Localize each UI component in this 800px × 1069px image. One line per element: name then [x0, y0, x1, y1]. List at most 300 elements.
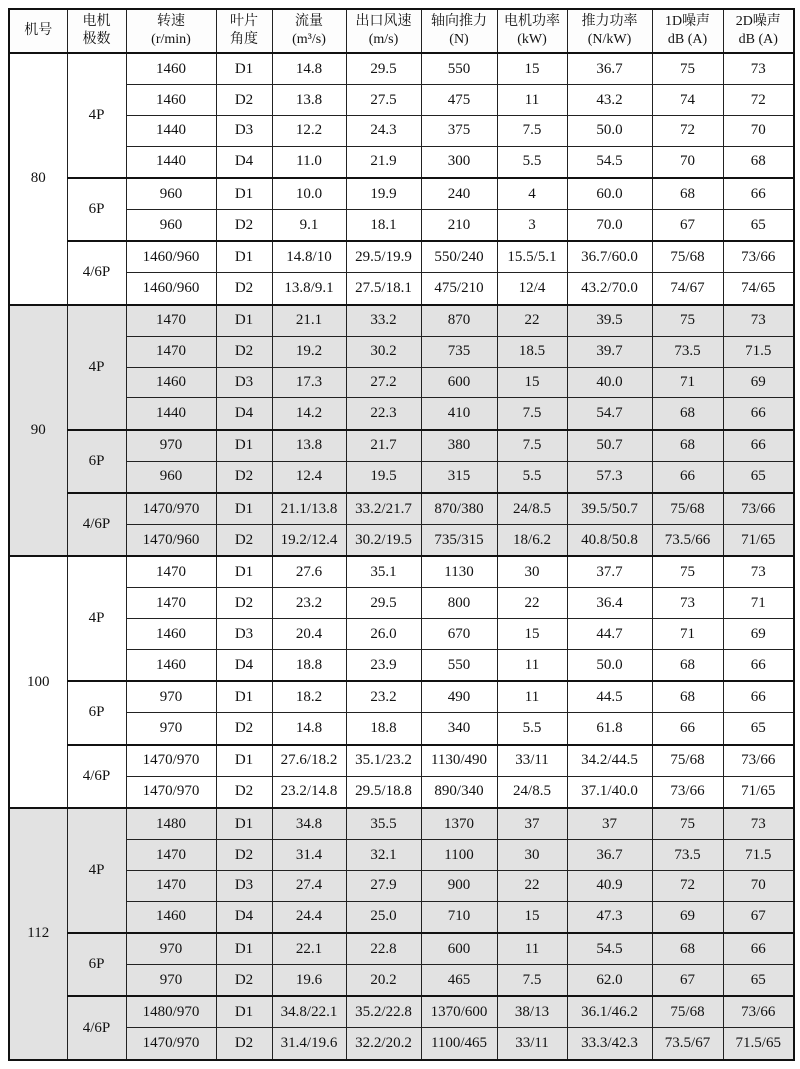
cell-flow-rate: 14.8/10	[272, 241, 346, 273]
table-row	[9, 933, 794, 965]
cell-axial-thrust: 340	[421, 713, 497, 745]
cell-noise-2d: 72	[723, 85, 794, 116]
cell-noise-1d: 71	[652, 619, 723, 650]
cell-thrust-power: 47.3	[567, 901, 652, 933]
cell-axial-thrust: 870/380	[421, 493, 497, 525]
cell-motor-power: 11	[497, 650, 567, 682]
header-text: (kW)	[517, 32, 547, 47]
cell-outlet-velocity: 35.2/22.8	[346, 996, 421, 1028]
cell-noise-2d: 71.5	[723, 840, 794, 871]
table-row	[9, 178, 794, 210]
cell-axial-thrust: 1130/490	[421, 745, 497, 777]
cell-axial-thrust: 870	[421, 305, 497, 337]
cell-motor-power: 22	[497, 588, 567, 619]
table-row	[9, 870, 794, 901]
cell-speed-rpm: 1470/970	[126, 1028, 216, 1060]
cell-blade-angle: D1	[216, 493, 272, 525]
header-text: (N)	[449, 32, 469, 47]
cell-axial-thrust: 900	[421, 870, 497, 901]
cell-outlet-velocity: 25.0	[346, 901, 421, 933]
cell-thrust-power: 36.1/46.2	[567, 996, 652, 1028]
cell-axial-thrust: 410	[421, 398, 497, 430]
cell-axial-thrust: 735/315	[421, 525, 497, 557]
cell-motor-power: 5.5	[497, 146, 567, 178]
cell-noise-2d: 66	[723, 178, 794, 210]
table-row	[9, 588, 794, 619]
cell-noise-2d: 71.5	[723, 336, 794, 367]
cell-motor-power: 38/13	[497, 996, 567, 1028]
cell-thrust-power: 40.8/50.8	[567, 525, 652, 557]
cell-noise-2d: 69	[723, 367, 794, 398]
cell-axial-thrust: 315	[421, 461, 497, 493]
cell-noise-1d: 73	[652, 588, 723, 619]
cell-noise-2d: 65	[723, 210, 794, 242]
cell-blade-angle: D1	[216, 430, 272, 462]
cell-thrust-power: 37.1/40.0	[567, 776, 652, 808]
cell-thrust-power: 39.7	[567, 336, 652, 367]
cell-thrust-power: 40.9	[567, 870, 652, 901]
cell-blade-angle: D4	[216, 901, 272, 933]
cell-noise-2d: 71.5/65	[723, 1028, 794, 1060]
cell-thrust-power: 44.7	[567, 619, 652, 650]
cell-flow-rate: 27.4	[272, 870, 346, 901]
cell-axial-thrust: 1100/465	[421, 1028, 497, 1060]
cell-outlet-velocity: 33.2	[346, 305, 421, 337]
cell-axial-thrust: 600	[421, 933, 497, 965]
cell-noise-1d: 69	[652, 901, 723, 933]
cell-speed-rpm: 1440	[126, 398, 216, 430]
poles-cell: 4/6P	[67, 745, 126, 808]
cell-noise-1d: 73.5/66	[652, 525, 723, 557]
table-row	[9, 713, 794, 745]
cell-blade-angle: D1	[216, 53, 272, 85]
cell-blade-angle: D2	[216, 1028, 272, 1060]
header-text: 转速	[157, 13, 185, 29]
cell-noise-1d: 68	[652, 650, 723, 682]
cell-motor-power: 11	[497, 933, 567, 965]
cell-noise-2d: 66	[723, 430, 794, 462]
cell-blade-angle: D4	[216, 398, 272, 430]
cell-outlet-velocity: 29.5	[346, 588, 421, 619]
cell-thrust-power: 34.2/44.5	[567, 745, 652, 777]
machine-no-cell: 90	[9, 305, 67, 557]
cell-blade-angle: D1	[216, 178, 272, 210]
cell-outlet-velocity: 29.5	[346, 53, 421, 85]
cell-noise-2d: 70	[723, 115, 794, 146]
poles-cell: 6P	[67, 430, 126, 493]
cell-thrust-power: 54.7	[567, 398, 652, 430]
cell-speed-rpm: 970	[126, 933, 216, 965]
cell-blade-angle: D3	[216, 870, 272, 901]
cell-blade-angle: D2	[216, 525, 272, 557]
cell-thrust-power: 62.0	[567, 965, 652, 997]
cell-motor-power: 3	[497, 210, 567, 242]
cell-flow-rate: 31.4/19.6	[272, 1028, 346, 1060]
cell-noise-2d: 73/66	[723, 745, 794, 777]
cell-flow-rate: 13.8	[272, 430, 346, 462]
cell-flow-rate: 11.0	[272, 146, 346, 178]
cell-axial-thrust: 375	[421, 115, 497, 146]
poles-cell: 4/6P	[67, 493, 126, 556]
cell-speed-rpm: 970	[126, 713, 216, 745]
table-row	[9, 210, 794, 242]
cell-motor-power: 37	[497, 808, 567, 840]
cell-noise-2d: 71/65	[723, 776, 794, 808]
cell-noise-1d: 75	[652, 53, 723, 85]
cell-outlet-velocity: 27.2	[346, 367, 421, 398]
cell-thrust-power: 54.5	[567, 146, 652, 178]
header-text: dB (A)	[738, 32, 778, 47]
poles-cell: 4P	[67, 808, 126, 933]
header-text: (m/s)	[368, 32, 399, 47]
table-row	[9, 53, 794, 85]
table-body	[9, 53, 794, 1060]
cell-axial-thrust: 300	[421, 146, 497, 178]
cell-flow-rate: 17.3	[272, 367, 346, 398]
poles-cell: 4P	[67, 305, 126, 430]
cell-speed-rpm: 1460/960	[126, 273, 216, 305]
cell-noise-2d: 70	[723, 870, 794, 901]
cell-speed-rpm: 1470	[126, 840, 216, 871]
cell-noise-1d: 72	[652, 870, 723, 901]
cell-axial-thrust: 710	[421, 901, 497, 933]
cell-outlet-velocity: 19.9	[346, 178, 421, 210]
header-cell-motor-power	[497, 9, 567, 53]
cell-noise-1d: 68	[652, 681, 723, 713]
table-row	[9, 461, 794, 493]
table-row	[9, 840, 794, 871]
cell-blade-angle: D1	[216, 556, 272, 588]
cell-thrust-power: 61.8	[567, 713, 652, 745]
cell-noise-2d: 73/66	[723, 241, 794, 273]
poles-cell: 4P	[67, 53, 126, 178]
cell-flow-rate: 10.0	[272, 178, 346, 210]
cell-flow-rate: 14.8	[272, 53, 346, 85]
cell-noise-1d: 75	[652, 808, 723, 840]
table-row	[9, 681, 794, 713]
cell-thrust-power: 54.5	[567, 933, 652, 965]
cell-blade-angle: D2	[216, 85, 272, 116]
cell-axial-thrust: 1100	[421, 840, 497, 871]
cell-outlet-velocity: 23.2	[346, 681, 421, 713]
cell-noise-1d: 75/68	[652, 493, 723, 525]
cell-flow-rate: 21.1	[272, 305, 346, 337]
cell-outlet-velocity: 18.1	[346, 210, 421, 242]
cell-axial-thrust: 890/340	[421, 776, 497, 808]
header-text: 极数	[82, 32, 111, 47]
cell-noise-2d: 66	[723, 398, 794, 430]
cell-thrust-power: 50.0	[567, 650, 652, 682]
cell-noise-1d: 66	[652, 713, 723, 745]
cell-outlet-velocity: 35.1/23.2	[346, 745, 421, 777]
cell-flow-rate: 24.4	[272, 901, 346, 933]
cell-motor-power: 33/11	[497, 1028, 567, 1060]
cell-flow-rate: 14.2	[272, 398, 346, 430]
cell-noise-2d: 73/66	[723, 493, 794, 525]
cell-noise-2d: 71	[723, 588, 794, 619]
cell-noise-2d: 73	[723, 53, 794, 85]
cell-thrust-power: 60.0	[567, 178, 652, 210]
cell-outlet-velocity: 22.3	[346, 398, 421, 430]
cell-outlet-velocity: 22.8	[346, 933, 421, 965]
table-header	[9, 9, 794, 53]
cell-blade-angle: D1	[216, 745, 272, 777]
cell-outlet-velocity: 32.2/20.2	[346, 1028, 421, 1060]
cell-flow-rate: 18.2	[272, 681, 346, 713]
cell-thrust-power: 43.2	[567, 85, 652, 116]
header-text: 叶片	[230, 13, 258, 29]
cell-noise-1d: 70	[652, 146, 723, 178]
cell-thrust-power: 36.7/60.0	[567, 241, 652, 273]
machine-no-cell: 100	[9, 556, 67, 808]
cell-outlet-velocity: 27.5/18.1	[346, 273, 421, 305]
header-cell-motor-poles	[67, 9, 126, 53]
cell-motor-power: 5.5	[497, 713, 567, 745]
cell-outlet-velocity: 27.9	[346, 870, 421, 901]
table-row	[9, 525, 794, 557]
cell-thrust-power: 39.5/50.7	[567, 493, 652, 525]
cell-blade-angle: D1	[216, 996, 272, 1028]
cell-noise-2d: 67	[723, 901, 794, 933]
header-cell-blade-angle	[216, 9, 272, 53]
cell-flow-rate: 31.4	[272, 840, 346, 871]
cell-thrust-power: 43.2/70.0	[567, 273, 652, 305]
cell-blade-angle: D2	[216, 461, 272, 493]
cell-blade-angle: D2	[216, 776, 272, 808]
cell-speed-rpm: 1440	[126, 115, 216, 146]
cell-flow-rate: 23.2	[272, 588, 346, 619]
header-cell-noise-1d	[652, 9, 723, 53]
header-text: (r/min)	[151, 32, 191, 47]
header-text: dB (A)	[667, 32, 708, 47]
cell-noise-2d: 73	[723, 556, 794, 588]
header-text: 流量	[295, 13, 323, 29]
table-row	[9, 808, 794, 840]
cell-outlet-velocity: 30.2/19.5	[346, 525, 421, 557]
cell-motor-power: 18/6.2	[497, 525, 567, 557]
cell-flow-rate: 19.2/12.4	[272, 525, 346, 557]
cell-flow-rate: 19.2	[272, 336, 346, 367]
cell-thrust-power: 50.0	[567, 115, 652, 146]
cell-thrust-power: 40.0	[567, 367, 652, 398]
header-cell-flow-rate	[272, 9, 346, 53]
fan-spec-table	[8, 8, 795, 1061]
cell-noise-1d: 75/68	[652, 745, 723, 777]
cell-motor-power: 5.5	[497, 461, 567, 493]
cell-outlet-velocity: 21.9	[346, 146, 421, 178]
cell-blade-angle: D1	[216, 241, 272, 273]
cell-speed-rpm: 1470/960	[126, 525, 216, 557]
cell-flow-rate: 21.1/13.8	[272, 493, 346, 525]
cell-motor-power: 7.5	[497, 965, 567, 997]
cell-outlet-velocity: 19.5	[346, 461, 421, 493]
header-cell-speed-rpm	[126, 9, 216, 53]
cell-motor-power: 11	[497, 85, 567, 116]
cell-noise-2d: 66	[723, 681, 794, 713]
header-text: 出口风速	[355, 13, 412, 29]
cell-outlet-velocity: 26.0	[346, 619, 421, 650]
cell-blade-angle: D1	[216, 933, 272, 965]
cell-outlet-velocity: 33.2/21.7	[346, 493, 421, 525]
cell-speed-rpm: 1460	[126, 85, 216, 116]
poles-cell: 6P	[67, 178, 126, 241]
cell-thrust-power: 70.0	[567, 210, 652, 242]
cell-axial-thrust: 550	[421, 53, 497, 85]
cell-outlet-velocity: 27.5	[346, 85, 421, 116]
cell-noise-1d: 75/68	[652, 241, 723, 273]
table-row	[9, 146, 794, 178]
cell-speed-rpm: 1470/970	[126, 776, 216, 808]
cell-speed-rpm: 1470	[126, 870, 216, 901]
cell-noise-2d: 74/65	[723, 273, 794, 305]
cell-speed-rpm: 1460/960	[126, 241, 216, 273]
cell-thrust-power: 50.7	[567, 430, 652, 462]
cell-blade-angle: D2	[216, 273, 272, 305]
cell-speed-rpm: 1460	[126, 367, 216, 398]
table-row	[9, 273, 794, 305]
cell-noise-1d: 71	[652, 367, 723, 398]
cell-thrust-power: 39.5	[567, 305, 652, 337]
table-row	[9, 996, 794, 1028]
cell-noise-2d: 65	[723, 713, 794, 745]
cell-motor-power: 15.5/5.1	[497, 241, 567, 273]
cell-noise-1d: 67	[652, 965, 723, 997]
cell-motor-power: 12/4	[497, 273, 567, 305]
cell-noise-1d: 75/68	[652, 996, 723, 1028]
machine-no-cell: 80	[9, 53, 67, 305]
cell-axial-thrust: 670	[421, 619, 497, 650]
poles-cell: 6P	[67, 933, 126, 996]
cell-speed-rpm: 1470	[126, 588, 216, 619]
cell-axial-thrust: 550	[421, 650, 497, 682]
cell-noise-1d: 66	[652, 461, 723, 493]
cell-noise-2d: 65	[723, 965, 794, 997]
cell-outlet-velocity: 20.2	[346, 965, 421, 997]
cell-blade-angle: D2	[216, 210, 272, 242]
cell-axial-thrust: 550/240	[421, 241, 497, 273]
cell-noise-1d: 68	[652, 933, 723, 965]
cell-thrust-power: 36.7	[567, 53, 652, 85]
cell-thrust-power: 37.7	[567, 556, 652, 588]
cell-noise-2d: 73/66	[723, 996, 794, 1028]
cell-speed-rpm: 1460	[126, 53, 216, 85]
header-text: 电机功率	[504, 13, 560, 29]
cell-speed-rpm: 1480	[126, 808, 216, 840]
cell-speed-rpm: 1460	[126, 619, 216, 650]
cell-flow-rate: 18.8	[272, 650, 346, 682]
cell-noise-1d: 67	[652, 210, 723, 242]
cell-blade-angle: D1	[216, 681, 272, 713]
cell-flow-rate: 19.6	[272, 965, 346, 997]
cell-blade-angle: D1	[216, 305, 272, 337]
cell-blade-angle: D2	[216, 713, 272, 745]
cell-flow-rate: 12.2	[272, 115, 346, 146]
cell-speed-rpm: 1470	[126, 336, 216, 367]
cell-noise-2d: 65	[723, 461, 794, 493]
header-cell-noise-2d	[723, 9, 794, 53]
cell-motor-power: 30	[497, 840, 567, 871]
table-row	[9, 115, 794, 146]
cell-flow-rate: 14.8	[272, 713, 346, 745]
poles-cell: 4P	[67, 556, 126, 681]
table-row	[9, 745, 794, 777]
table-row	[9, 430, 794, 462]
cell-noise-1d: 74/67	[652, 273, 723, 305]
cell-outlet-velocity: 21.7	[346, 430, 421, 462]
table-row	[9, 336, 794, 367]
cell-noise-2d: 69	[723, 619, 794, 650]
cell-flow-rate: 34.8/22.1	[272, 996, 346, 1028]
cell-axial-thrust: 475	[421, 85, 497, 116]
header-cell-machine-no	[9, 9, 67, 53]
cell-flow-rate: 27.6	[272, 556, 346, 588]
poles-cell: 4/6P	[67, 996, 126, 1060]
cell-outlet-velocity: 23.9	[346, 650, 421, 682]
table-row	[9, 619, 794, 650]
cell-motor-power: 15	[497, 53, 567, 85]
cell-noise-1d: 73.5/67	[652, 1028, 723, 1060]
cell-blade-angle: D2	[216, 588, 272, 619]
cell-speed-rpm: 970	[126, 430, 216, 462]
header-cell-outlet-velocity	[346, 9, 421, 53]
cell-motor-power: 7.5	[497, 398, 567, 430]
cell-axial-thrust: 1130	[421, 556, 497, 588]
cell-blade-angle: D2	[216, 336, 272, 367]
table-row	[9, 241, 794, 273]
cell-axial-thrust: 735	[421, 336, 497, 367]
cell-outlet-velocity: 29.5/19.9	[346, 241, 421, 273]
cell-speed-rpm: 960	[126, 210, 216, 242]
cell-noise-1d: 73.5	[652, 336, 723, 367]
poles-cell: 4/6P	[67, 241, 126, 304]
machine-no-cell: 112	[9, 808, 67, 1060]
cell-blade-angle: D3	[216, 367, 272, 398]
cell-outlet-velocity: 29.5/18.8	[346, 776, 421, 808]
cell-motor-power: 24/8.5	[497, 776, 567, 808]
header-text: (m³/s)	[292, 32, 326, 47]
cell-motor-power: 22	[497, 870, 567, 901]
cell-flow-rate: 34.8	[272, 808, 346, 840]
header-cell-axial-thrust	[421, 9, 497, 53]
table-row	[9, 367, 794, 398]
cell-flow-rate: 9.1	[272, 210, 346, 242]
poles-cell: 6P	[67, 681, 126, 744]
table-row	[9, 901, 794, 933]
cell-flow-rate: 13.8	[272, 85, 346, 116]
cell-speed-rpm: 960	[126, 461, 216, 493]
cell-flow-rate: 23.2/14.8	[272, 776, 346, 808]
header-row	[9, 9, 794, 53]
cell-flow-rate: 12.4	[272, 461, 346, 493]
table-row	[9, 305, 794, 337]
cell-noise-2d: 73	[723, 808, 794, 840]
cell-motor-power: 15	[497, 367, 567, 398]
cell-thrust-power: 36.7	[567, 840, 652, 871]
cell-noise-2d: 71/65	[723, 525, 794, 557]
cell-axial-thrust: 800	[421, 588, 497, 619]
cell-outlet-velocity: 24.3	[346, 115, 421, 146]
header-text: 角度	[230, 32, 258, 47]
header-text: 机号	[24, 22, 53, 38]
header-text: 轴向推力	[431, 13, 487, 29]
cell-speed-rpm: 1440	[126, 146, 216, 178]
cell-noise-1d: 74	[652, 85, 723, 116]
cell-speed-rpm: 1470	[126, 305, 216, 337]
cell-axial-thrust: 380	[421, 430, 497, 462]
cell-motor-power: 7.5	[497, 430, 567, 462]
cell-thrust-power: 37	[567, 808, 652, 840]
cell-noise-1d: 75	[652, 556, 723, 588]
